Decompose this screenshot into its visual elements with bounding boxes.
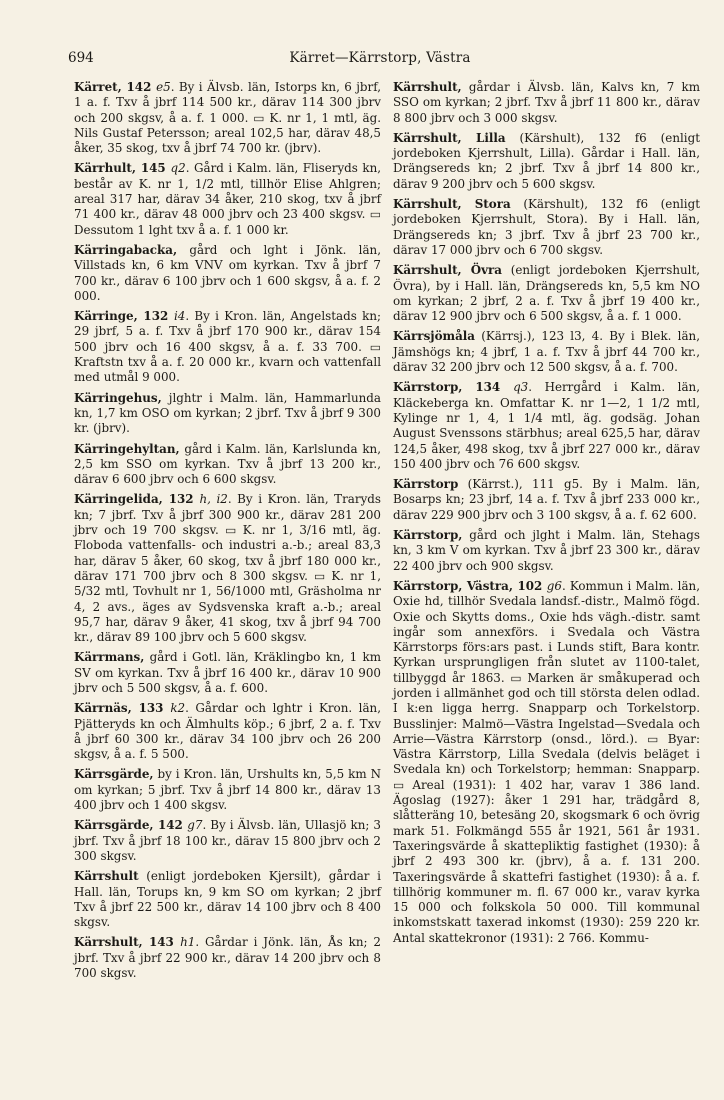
entry-headword: Kärrsgärde, [74, 767, 154, 782]
entry-headword: Kärrsjömåla [393, 329, 476, 344]
entry-map-ref: h1 [180, 935, 196, 950]
entry-map-ref: h, i2 [199, 492, 228, 507]
entry-headword: Kärrnäs, 133 [74, 701, 171, 716]
entry-text: (Kärrst.), 111 g5. By i Malm. län, Bosarps kn; 23 jbrf, 14 a. f. Txv å jbrf 233 000 kr., därav 229 900 jbrv och 3 100 skgsv, å a. f. 62 600. [393, 477, 700, 522]
entry-headword: Kärret, 142 [74, 80, 157, 94]
entry-text: (Kärrsj.), 123 l3, 4. By i Blek. län, Jämshögs kn; 4 jbrf, 1 a. f. Txv å jbrf 44 700 kr., därav 32 200 jbrv och 12 500 skgsv, å a. f. 700. [393, 329, 700, 375]
left-column [74, 80, 381, 981]
entry-text: . By i Älvsb. län, Ullasjö kn; 3 jbrf. Txv å jbrf 18 100 kr., därav 15 800 jbrv och 2 300 skgsv. [74, 818, 381, 863]
entry-headword: Kärrshult, Övra [393, 263, 502, 278]
dictionary-entry [74, 391, 381, 437]
entry-text: gård i Kalm. län, Karlslunda kn, 2,5 km SSO om kyrkan. Txv å jbrf 13 200 kr., därav 6 600 jbrv och 6 600 skgsv. [74, 441, 381, 487]
dictionary-entry [74, 869, 381, 930]
entry-text: gård och jlght i Malm. län, Stehags kn, 3 km V om kyrkan. Txv å jbrf 23 300 kr., därav 22 400 jbrv och 900 skgsv. [393, 528, 700, 573]
dictionary-entry [393, 263, 700, 324]
dictionary-entry [74, 80, 381, 156]
entry-text: (Kärshult), 132 f6 (enligt jordeboken Kjerrshult, Lilla). Gårdar i Hall. län, Drängsereds kn; 2 jbrf. Txv å jbrf 14 800 kr., därav 9 200 jbrv och 5 600 skgsv. [393, 130, 700, 191]
dictionary-entry [74, 701, 381, 762]
dictionary-entry [393, 131, 700, 192]
dictionary-entry [393, 80, 700, 126]
entry-headword: Kärrhult, 145 [74, 161, 171, 176]
entry-headword: Kärrstorp, [393, 528, 463, 543]
entry-headword: Kärrshult, [393, 80, 462, 94]
right-column [393, 80, 700, 946]
entry-headword: Kärringehyltan, [74, 441, 180, 456]
entry-headword: Kärrsgärde, 142 [74, 818, 188, 833]
entry-text: gård och lght i Jönk. län, Villstads kn, 6 km VNV om kyrkan. Txv å jbrf 7 700 kr., därav 6 100 jbrv och 1 600 skgsv, å a. f. 2 000. [74, 242, 381, 303]
entry-headword: Kärringabacka, [74, 242, 178, 257]
entry-map-ref: e5 [156, 80, 171, 94]
entry-text: (enligt jordeboken Kjerrshult, Övra), by i Hall. län, Drängsereds kn, 5,5 km NO om kyrkan; 2 jbrf, 2 a. f. Txv å jbrf 19 400 kr., därav 12 900 jbrv och 6 500 skgsv, å a. f. 1 000. [393, 263, 701, 324]
dictionary-entry [393, 477, 700, 523]
entry-map-ref: k2 [170, 701, 186, 716]
entry-text: . Gårdar och lghtr i Kron. län, Pjätteryds kn och Älmhults köp.; 6 jbrf, 2 a. f. Txv å jbrf 60 300 kr., därav 34 100 jbrv och 26 200 skgsv, å a. f. 5 500. [74, 701, 381, 762]
entry-text: . By i Kron. län, Traryds kn; 7 jbrf. Txv å jbrf 300 900 kr., därav 281 200 jbrv och 19 700 skgsv. ▭ K. nr 1, 3/16 mtl, äg. Floboda vattenfalls- och industri a.-b.; areal 83,3 har, därav 5 åker, 60 skog, txv å jbrf 180 000 kr., därav 171 700 jbrv och 8 300 skgsv. ▭ K. nr 1, 5/32 mtl, Tovhult nr 1, 56/1000 mtl, Gräsholma nr 4, 2 avs., äges av Sydsvenska kraft a.-b.; areal 95,7 har, därav 9 åker, 41 skog, txv å jbrf 94 700 kr., därav 89 100 jbrv och 5 600 skgsv. [74, 492, 381, 645]
entry-map-ref: g6 [546, 578, 562, 593]
page-number: 694 [68, 50, 94, 66]
dictionary-entry [74, 650, 381, 696]
entry-headword: Kärrstorp, Västra, 102 [393, 578, 547, 593]
entry-text: by i Kron. län, Urshults kn, 5,5 km N om kyrkan; 5 jbrf. Txv å jbrf 14 800 kr., därav 13 400 jbrv och 1 400 skgsv. [74, 767, 381, 813]
dictionary-entry [393, 380, 700, 472]
entry-text: jlghtr i Malm. län, Hammarlunda kn, 1,7 km OSO om kyrkan; 2 jbrf. Txv å jbrf 9 300 kr. (jbrv). [74, 390, 381, 436]
entry-text: gårdar i Älvsb. län, Kalvs kn, 7 km SSO om kyrkan; 2 jbrf. Txv å jbrf 11 800 kr., därav 8 800 jbrv och 3 000 skgsv. [393, 80, 700, 125]
entry-map-ref: q3 [513, 380, 529, 395]
entry-headword: Kärrstorp [393, 477, 459, 492]
entry-text: . Kommun i Malm. län, Oxie hd, tillhör Svedala landsf.-distr., Malmö fögd. Oxie och Skytts doms., Oxie hds vägh.-distr. samt ingår som annexförs. i Svedala och Västra Kärrstorps förs:ars past. i Lunds stift, Bara kontr. Kyrkan ursprungligen från slutet av 1100-talet, tillbyggd år 1863. ▭ Marken är småkuperad och jorden i allmänhet god och till största delen odlad. I k:en ligga herrg. Snapparp och Torkelstorp. Busslinjer: Malmö—Västra Ingelstad—Svedala och Arrie—Västra Kärrstorp (onsd., lörd.). ▭ Byar: Västra Kärrstorp, Lilla Svedala (delvis beläget i Svedala kn) och Torkelstorp; hemman: Snapparp. ▭ Areal (1931): 1 402 har, varav 1 386 land. Ägoslag (1927): åker 1 291 har, trädgård 8, slåtteräng 10, betesäng 20, skogsmark 6 och övrig mark 51. Folkmängd 555 år 1921, 561 år 1931. Taxeringsvärde å skattepliktig fastighet (1930): å jbrf 2 493 300 kr. (jbrv), å a. f. 131 200. Taxeringsvärde å skattefri fastighet (1930): å a. f. tillhörig kommuner m. fl. 67 000 kr., varav kyrka 15 000 och folkskola 50 000. Till kommunal inkomstskatt taxerad inkomst (1930): 259 220 kr. Antal skattekronor (1931): 2 766. Kommu- [393, 578, 700, 945]
entry-headword: Kärringehus, [74, 390, 162, 405]
page-header [68, 50, 692, 72]
dictionary-entry [393, 329, 700, 375]
entry-headword: Kärrshult, Lilla [393, 130, 506, 145]
entry-headword: Kärringelida, 132 [74, 492, 200, 507]
dictionary-entry [74, 492, 381, 645]
entry-text: . By i Kron. län, Angelstads kn; 29 jbrf, 5 a. f. Txv å jbrf 170 900 kr., därav 154 500 jbrv och 16 400 skgsv, å a. f. 33 700. ▭ Kraftstn txv å a. f. 20 000 kr., kvarn och vattenfall med utmål 9 000. [74, 309, 381, 385]
dictionary-entry [393, 579, 700, 946]
entry-headword: Kärrshult, 143 [74, 935, 181, 950]
dictionary-entry [393, 528, 700, 574]
dictionary-entry [74, 767, 381, 813]
entry-headword: Kärringe, 132 [74, 309, 174, 324]
dictionary-entry [74, 309, 381, 385]
dictionary-entry [393, 197, 700, 258]
dictionary-entry [74, 442, 381, 488]
dictionary-entry [74, 935, 381, 981]
entry-text: . By i Älvsb. län, Istorps kn, 6 jbrf, 1 a. f. Txv å jbrf 114 500 kr., därav 114 300 jbrv och 200 skgsv, å a. f. 1 000. ▭ K. nr 1, 1 mtl, äg. Nils Gustaf Petersson; areal 102,5 har, därav 48,5 åker, 35 skog, txv å jbrf 74 700 kr. (jbrv). [74, 80, 381, 156]
entry-map-ref: q2 [170, 161, 186, 176]
entry-text: . Gård i Kalm. län, Fliseryds kn, består av K. nr 1, 1/2 mtl, tillhör Elise Ahlgren; areal 317 har, därav 34 åker, 210 skog, txv å jbrf 71 400 kr., därav 48 000 jbrv och 23 400 skgsv. ▭ Dessutom 1 lght txv å a. f. 1 000 kr. [74, 161, 382, 237]
entry-map-ref: i4 [173, 309, 186, 324]
dictionary-entry [74, 161, 381, 237]
entry-text: gård i Gotl. län, Kräklingbo kn, 1 km SV om kyrkan. Txv å jbrf 16 400 kr., därav 10 900 jbrv och 5 500 skgsv, å a. f. 600. [74, 650, 381, 695]
entry-text: (enligt jordeboken Kjersilt), gårdar i Hall. län, Torups kn, 9 km SO om kyrkan; 2 jbrf Txv å jbrf 22 500 kr., därav 14 100 jbrv och 8 400 skgsv. [74, 869, 381, 930]
running-head: Kärret—Kärrstorp, Västra [289, 50, 471, 66]
entry-headword: Kärrshult [74, 869, 139, 884]
dictionary-entry [74, 243, 381, 304]
dictionary-entry [74, 818, 381, 864]
entry-headword: Kärrmans, [74, 650, 145, 665]
entry-headword: Kärrstorp, 134 [393, 380, 514, 395]
entry-text: . Herrgård i Kalm. län, Kläckeberga kn. Omfattar K. nr 1—2, 1 1/2 mtl, Kylinge nr 1, 4, 1 1/4 mtl, äg. godsäg. Johan August Svenssons stärbhus; areal 625,5 har, därav 124,5 åker, 498 skog, txv å jbrf 227 000 kr., därav 150 400 jbrv och 76 600 skgsv. [393, 380, 700, 471]
entry-text: . Gårdar i Jönk. län, Ås kn; 2 jbrf. Txv å jbrf 22 900 kr., därav 14 200 jbrv och 8 700 skgsv. [74, 935, 381, 981]
entry-text: (Kärshult), 132 f6 (enligt jordeboken Kjerrshult, Stora). By i Hall. län, Drängsereds kn; 3 jbrf. Txv å jbrf 23 700 kr., därav 17 000 jbrv och 6 700 skgsv. [393, 197, 701, 257]
entry-headword: Kärrshult, Stora [393, 197, 511, 212]
entry-map-ref: g7 [187, 818, 203, 833]
